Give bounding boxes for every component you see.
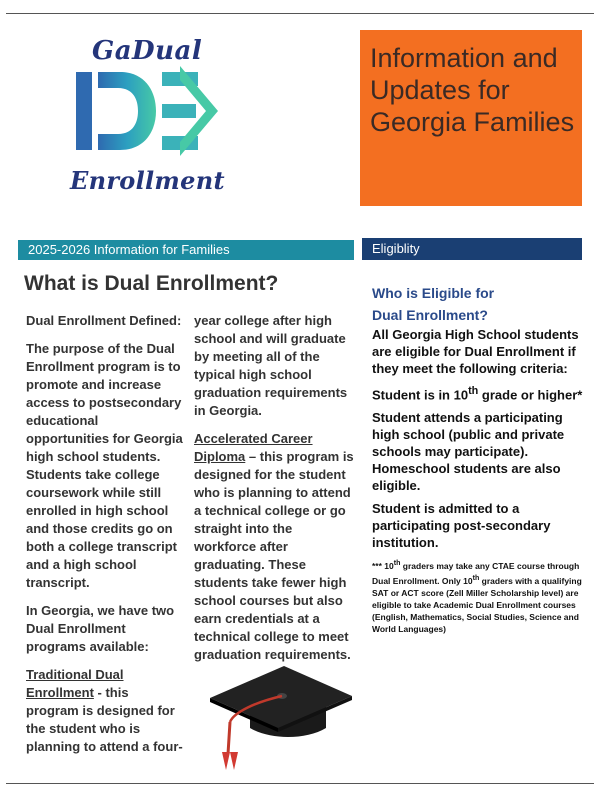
top-rule — [6, 13, 594, 14]
criterion-grade-sup: th — [468, 385, 479, 397]
eligibility-intro: All Georgia High School students are eligible for Dual Enrollment if they meet the following criteria: — [372, 327, 579, 376]
eligibility-criteria — [372, 326, 584, 641]
dual-enrollment-logo-mark — [72, 66, 222, 162]
defined-label: Dual Enrollment Defined: — [26, 313, 182, 328]
purpose-paragraph: The purpose of the Dual Enrollment program is to promote and increase access to postsecondary educational opportunities for Georgia high school students. Students take college coursework while still enrolled in high school and those credits go on both a college transcript and a high school transcript. — [26, 341, 183, 590]
section-banner-eligibility — [362, 238, 582, 260]
accelerated-label: Accelerated Career Diploma — [194, 431, 313, 464]
traditional-label: Traditional Dual Enrollment — [26, 667, 124, 700]
banner-eligibility-text: Eligiblity — [372, 241, 420, 256]
text-column-1 — [26, 312, 184, 766]
page-title: Information and Updates for Georgia Families — [370, 43, 575, 137]
eligibility-title-line1: Who is Eligible for — [372, 285, 495, 301]
criterion-grade — [372, 383, 584, 403]
eligibility-title-line2: Dual Enrollment? — [372, 307, 488, 323]
banner-families-text: 2025-2026 Information for Families — [28, 242, 230, 257]
eligibility-footnote — [372, 557, 584, 635]
logo-bottom-text: Enrollment — [70, 166, 225, 195]
criterion-grade-text: Student is in 10 — [372, 387, 469, 403]
section-heading: What is Dual Enrollment? — [24, 272, 279, 295]
footnote-sup-1: th — [393, 559, 401, 568]
traditional-text: - this program is designed for the student who is planning to attend a four- — [26, 685, 183, 754]
eligibility-title — [372, 282, 582, 326]
section-banner-families — [18, 240, 354, 260]
footnote-part-c: graders with a qualifying SAT or ACT score (Zell Miller Scholarship level) are eligible to take Academic Dual Enrollment courses (English, Mathematics, Social Studies, Science and World Languages) — [372, 575, 582, 634]
traditional-continued: year college after high school and will graduate by meeting all of the typical high school graduation requirements in Georgia. — [194, 313, 348, 418]
logo-top-text: GaDual — [92, 36, 203, 66]
graduation-cap-icon — [206, 656, 356, 772]
programs-intro: In Georgia, we have two Dual Enrollment programs available: — [26, 603, 175, 654]
criterion-school: Student attends a participating high school (public and private schools may participate). Homeschool students are also eligible. — [372, 410, 565, 494]
footnote-sup-2: th — [472, 574, 480, 583]
footnote-part-b: graders may take any CTAE course through Dual Enrollment. Only 10 — [372, 561, 580, 586]
title-box — [360, 30, 582, 206]
traditional-program — [26, 666, 184, 756]
criterion-grade-text-end: grade or higher* — [478, 387, 583, 403]
bottom-rule — [6, 783, 594, 784]
footnote-part-a: *** 10 — [372, 561, 394, 572]
accelerated-program — [194, 430, 354, 664]
text-column-2 — [194, 312, 354, 674]
accelerated-text: – this program is designed for the student who is planning to attend a technical college or go straight into the workforce after graduating. These students take fewer high school courses but also earn credentials at a technical college to meet graduation requirements. — [194, 449, 354, 662]
criterion-admission: Student is admitted to a participating post-secondary institution. — [372, 501, 551, 551]
